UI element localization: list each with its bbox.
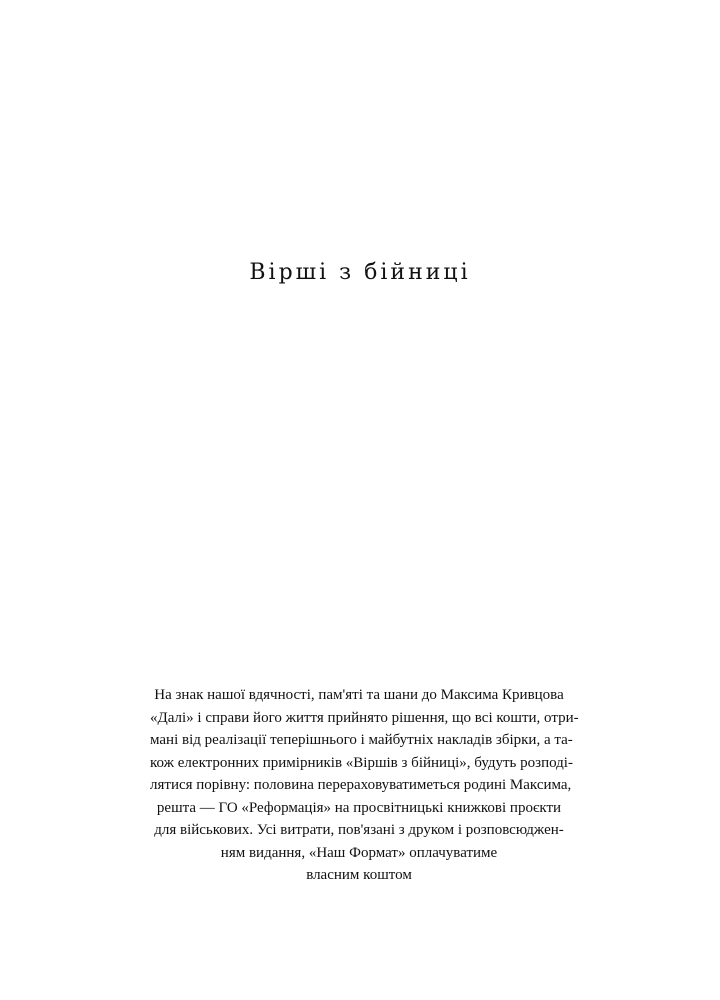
dedication-line: власним коштом xyxy=(306,867,412,883)
dedication-text xyxy=(150,684,579,887)
dedication-line: мані від реалізації теперішнього і майбутніх накладів збірки, а та- xyxy=(150,732,573,748)
dedication-line: ням видання, «Наш Формат» оплачуватиме xyxy=(220,844,498,861)
dedication-line: лятися порівну: половина перераховуватиметься родині Максима, xyxy=(150,777,572,793)
book-title: Вірші з бійниці xyxy=(249,260,471,285)
dedication-line: кож електронних примірників «Віршів з бійниці», будуть розподі- xyxy=(150,754,573,771)
dedication-line: «Далі» і справи його життя прийнято рішення, що всі кошти, отри- xyxy=(150,709,579,726)
dedication-line: решта — ГО «Реформація» на просвітницькі книжкові проєкти xyxy=(156,799,562,816)
dedication-line: для військових. Усі витрати, пов'язані з друком і розповсюджен- xyxy=(154,822,564,838)
dedication-line: На знак нашої вдячності, пам'яті та шани до Максима Кривцова xyxy=(154,687,564,703)
